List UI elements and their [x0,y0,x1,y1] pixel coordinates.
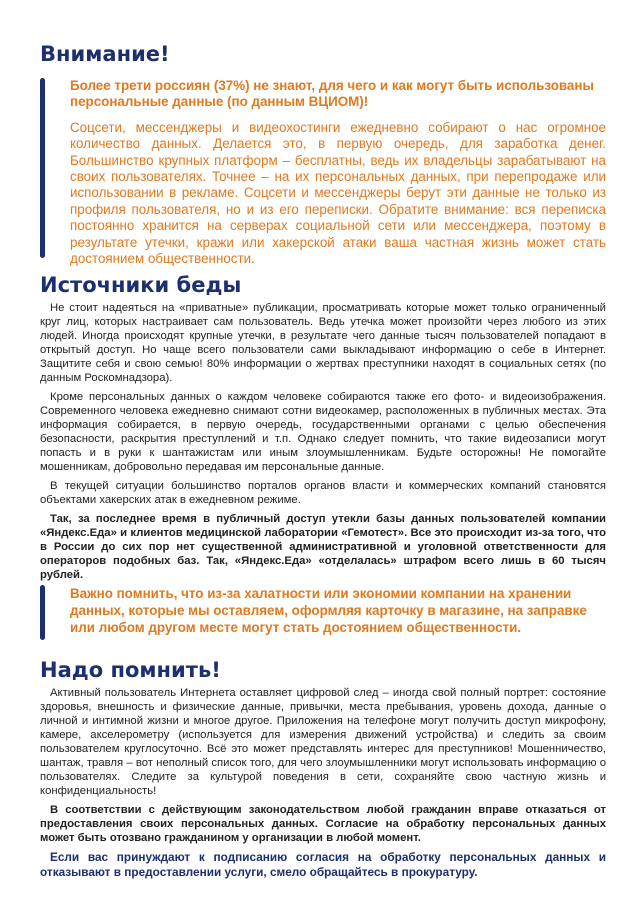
important-callout-text: Важно помнить, что из-за халатности или экономии компании на хранении данных, которые мы оставляем, оформляя карточку в магазине, на заправке или любом другом месте могут стать достоянием общественности. [70,586,587,635]
sources-heading: Источники беды [40,273,242,297]
attention-callout [40,78,606,267]
callout-accent-bar [40,585,45,640]
sources-section [40,301,606,587]
remember-paragraph: Активный пользователь Интернета оставляет цифровой след – иногда свой полный портрет: состояние здоровья, внешность и физические данные, привычки, места пребывания, уровень дохода, данные о личной и интимной жизни и многое другое. Приложения на телефоне могут получить доступ микрофону, камере, акселерометру (используется для измерения движений устройства) и следить за своим пользователем круглосуточно. Всё это может представлять интерес для преступников! Мошенничество, шантаж, травля – вот неполный список того, для чего злоумышленники могут использовать информацию о пользователях. Следите за культурой поведения в сети, сохраняйте свою частную жизнь и конфиденциальность! [40,687,606,797]
sources-paragraph: Кроме персональных данных о каждом человеке собираются также его фото- и видеоизображения. Современного человека ежедневно снимают сотни видеокамер, расположенных в публичных местах. Эта информация собирается, в первую очередь, государственными органами с целью обеспечения безопасности, раскрытия преступлений и т.п. Однако следует помнить, что такие видеозаписи могут попасть и в руки к шантажистам или иным злоумышленникам. Будьте осторожны! Не помогайте мошенникам, добровольно передавая им персональные данные. [40,391,606,473]
sources-paragraph: Не стоит надеяться на «приватные» публикации, просматривать которые может только ограниченный круг лиц, которых настраивает сам пользователь. Ведь утечка может произойти через любого из этих людей. Иногда происходят крупные утечки, в результате чего данные тысяч пользователей попадают в открытый доступ. Но чаще всего пользователи сами выкладывают информацию о себе в Интернет. Защитите себя и свою семью! 80% информации о жертвах преступники находят в социальных сетях (по данным Роскомнадзора). [40,302,606,384]
attention-heading: Внимание! [40,42,170,66]
remember-prosecutor-note: Если вас принуждают к подписанию согласия на обработку персональных данных и отказывают в предоставлении услуги, смело обращайтесь в прокуратуру. [40,850,606,879]
sources-bold-paragraph: Так, за последнее время в публичный доступ утекли базы данных пользователей компании «Яндекс.Еда» и клиентов медицинской лаборатории «Гемотест». Все это происходит из-за того, что в России до сих пор нет существенной административной и уголовной ответственности для операторов подобных баз. Так, «Яндекс.Еда» «отделалась» штрафом всего лишь в 60 тысяч рублей. [40,513,606,581]
attention-body: Соцсети, мессенджеры и видеохостинги ежедневно собирают о нас огромное количество данных. Делается это, в первую очередь, для заработка денег. Большинство крупных платформ – бесплатны, ведь их владельцы зарабатывают на своих пользователях. Точнее – на их персональных данных, при перепродаже или использовании в рекламе. Соцсети и мессенджеры берут эти данные не только из профиля пользователя, но и из его переписки. Обратите внимание: вся переписка постоянно хранится на серверах социальной сети или мессенджера, поэтому в результате утечки, кражи или хакерской атаки ваша частная жизнь может стать достоянием общественности. [70,119,606,267]
attention-lead: Более трети россиян (37%) не знают, для чего и как могут быть использованы персональные данные (по данным ВЦИОМ)! [70,78,594,110]
callout-accent-bar [40,78,45,258]
remember-bold-paragraph: В соответствии с действующим законодательством любой гражданин вправе отказаться от предоставления своих персональных данных. Согласие на обработку персональных данных может быть отозвано гражданином у организации в любой момент. [40,804,606,844]
important-callout [40,585,606,640]
remember-heading: Надо помнить! [40,658,221,682]
remember-section [40,686,606,884]
sources-paragraph: В текущей ситуации большинство порталов органов власти и коммерческих компаний становятся объектами хакерских атак в ежедневном режиме. [40,480,606,506]
